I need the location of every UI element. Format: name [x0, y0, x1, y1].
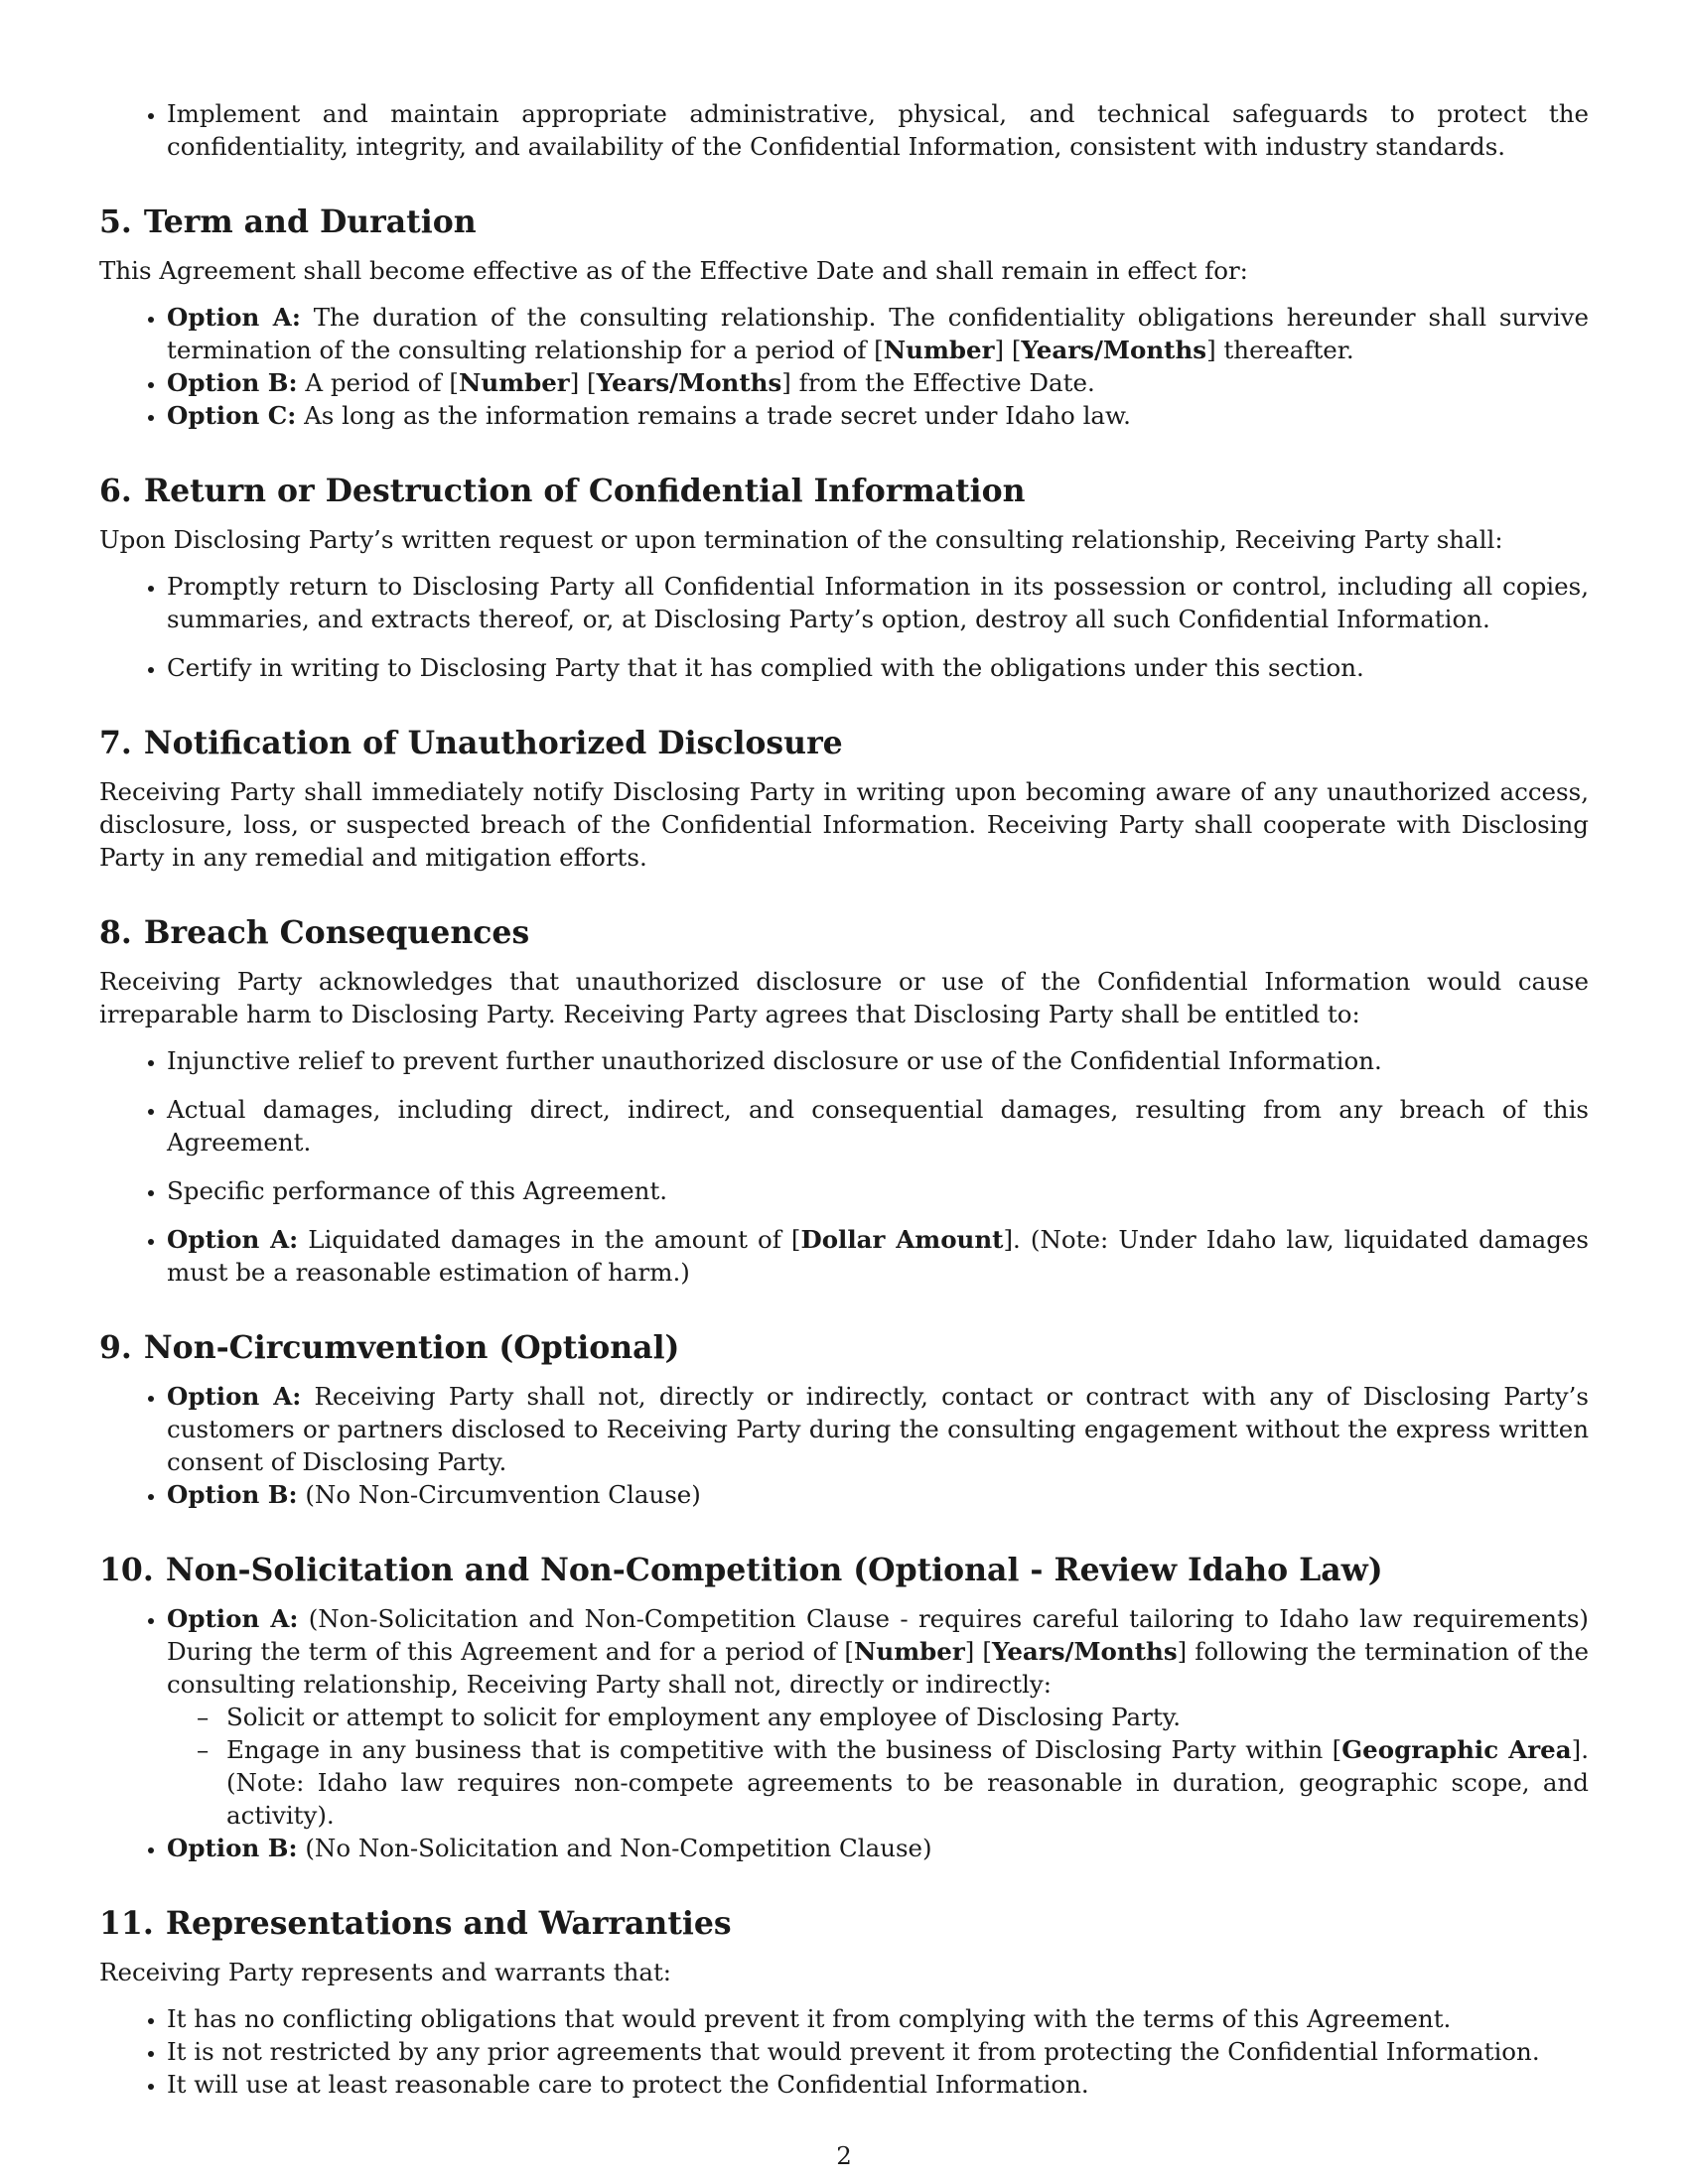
section-11 [99, 1904, 1589, 2101]
section-7 [99, 724, 1589, 874]
section-9 [99, 1328, 1589, 1511]
section-5 [99, 203, 1589, 432]
section-body: Receiving Party shall immediately notify Disclosing Party in writing upon becoming aware of any unauthorized access, disclosure, loss, or suspected breach of the Confidential Information. Receiving Party shall cooperate with Disclosing Party in any remedial and mitigation efforts. [99, 777, 1589, 872]
list-item: • Option B: A period of [Number] [Years/Months] from the Effective Date. [167, 366, 1589, 399]
section-10 [99, 1551, 1589, 1864]
list-item: • It will use at least reasonable care to protect the Confidential Information. [167, 2068, 1589, 2101]
options-list [99, 301, 1589, 432]
options-list [99, 1602, 1589, 1864]
list-item: • Option A: (Non-Solicitation and Non-Competition Clause - requires careful tailoring to Idaho law requirements) During the term of this Agreement and for a period of [Number] [Years/Months] following the termination of the consulting relationship, Receiving Party shall not, directly or indirectly: – Solicit or attempt to solicit for employment any employee of Disclosing Party. – Engage in any business that is competitive with the business of Disclosing Party within [Geographic Area]. (Note: Idaho law requires non-compete agreements to be reasonable in duration, geographic scope, and activity). [167, 1602, 1589, 1832]
section-heading: 10. Non-Solicitation and Non-Competition (Optional - Review Idaho Law) [99, 1552, 1383, 1588]
section-heading: 11. Representations and Warranties [99, 1905, 732, 1942]
warranties-list [99, 2002, 1589, 2101]
list-item: • Promptly return to Disclosing Party all Confidential Information in its possession or control, including all copies, summaries, and extracts thereof, or, at Disclosing Party’s option, destroy all such Confidential Information. [167, 570, 1589, 635]
section-6 [99, 472, 1589, 684]
sub-list [167, 1701, 1589, 1832]
section-intro: This Agreement shall become effective as of the Effective Date and shall remain in effect for: [99, 256, 1248, 285]
document-page [99, 97, 1589, 2101]
list-item: • Injunctive relief to prevent further unauthorized disclosure or use of the Confidential Information. [167, 1044, 1589, 1077]
section-heading: 8. Breach Consequences [99, 914, 530, 951]
list-item: • Option B: (No Non-Circumvention Clause) [167, 1478, 1589, 1511]
list-item: • Specific performance of this Agreement. [167, 1174, 1589, 1207]
obligations-list [99, 570, 1589, 684]
section-intro: Upon Disclosing Party’s written request or upon termination of the consulting relationship, Receiving Party shall: [99, 525, 1503, 554]
sub-list-item: – Engage in any business that is competitive with the business of Disclosing Party within [Geographic Area]. (Note: Idaho law requires non-compete agreements to be reasonable in duration, geographic scope, and activity). [226, 1733, 1589, 1832]
section-heading: 7. Notification of Unauthorized Disclosure [99, 725, 843, 761]
section-intro: Receiving Party acknowledges that unauthorized disclosure or use of the Confidential Information would cause irreparable harm to Disclosing Party. Receiving Party agrees that Disclosing Party shall be entitled to: [99, 967, 1589, 1028]
section-intro: Receiving Party represents and warrants that: [99, 1958, 672, 1986]
list-item: • It has no conflicting obligations that would prevent it from complying with the terms of this Agreement. [167, 2002, 1589, 2035]
options-list [99, 1380, 1589, 1511]
list-item: • Option C: As long as the information remains a trade secret under Idaho law. [167, 399, 1589, 432]
section-heading: 5. Term and Duration [99, 204, 477, 240]
list-item: • It is not restricted by any prior agreements that would prevent it from protecting the Confidential Information. [167, 2035, 1589, 2068]
sub-list-item: – Solicit or attempt to solicit for employment any employee of Disclosing Party. [226, 1701, 1589, 1733]
section-heading: 6. Return or Destruction of Confidential Information [99, 473, 1026, 509]
list-item: • Option A: The duration of the consulting relationship. The confidentiality obligations hereunder shall survive termination of the consulting relationship for a period of [Number] [Years/Months] thereafter. [167, 301, 1589, 366]
carryover-list [99, 97, 1589, 163]
page-number: 2 [836, 2141, 852, 2170]
list-item: • Option B: (No Non-Solicitation and Non-Competition Clause) [167, 1832, 1589, 1864]
list-item: • Actual damages, including direct, indirect, and consequential damages, resulting from any breach of this Agreement. [167, 1093, 1589, 1159]
list-item: • Certify in writing to Disclosing Party that it has complied with the obligations under this section. [167, 651, 1589, 684]
section-8 [99, 913, 1589, 1289]
list-item: • Option A: Receiving Party shall not, directly or indirectly, contact or contract with any of Disclosing Party’s customers or partners disclosed to Receiving Party during the consulting engagement without the express written consent of Disclosing Party. [167, 1380, 1589, 1478]
section-heading: 9. Non-Circumvention (Optional) [99, 1329, 680, 1366]
list-item: • Option A: Liquidated damages in the amount of [Dollar Amount]. (Note: Under Idaho law, liquidated damages must be a reasonable estimation of harm.) [167, 1223, 1589, 1289]
remedies-list [99, 1044, 1589, 1289]
list-item: • Implement and maintain appropriate administrative, physical, and technical safeguards to protect the confidentiality, integrity, and availability of the Confidential Information, consistent with industry standards. [167, 97, 1589, 163]
